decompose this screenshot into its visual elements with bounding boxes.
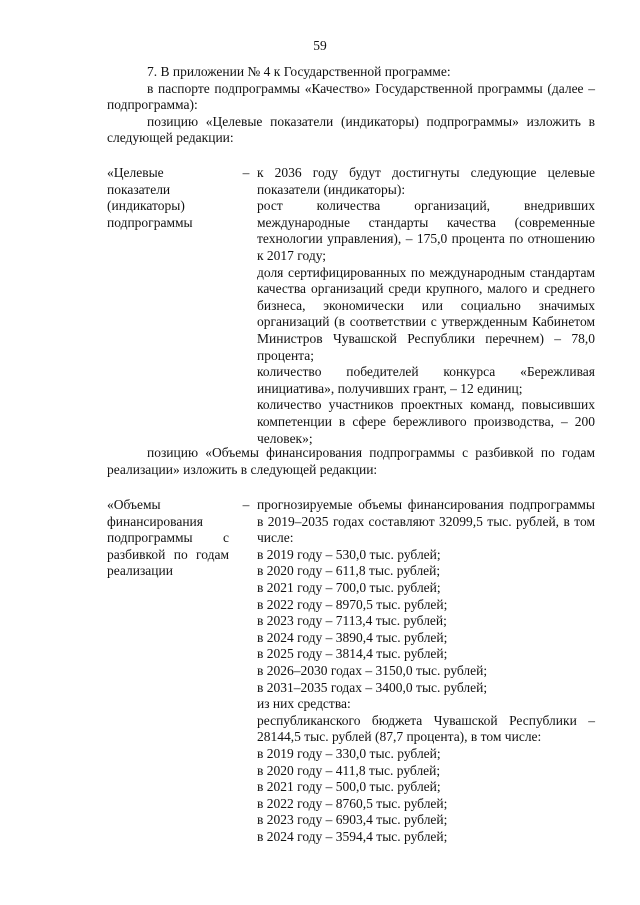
indicator-item: количество победителей конкурса «Бережливая инициатива», получивших грант, – 12 единиц; [257, 364, 595, 396]
financing-values [257, 497, 595, 845]
financing-item: в 2020 году – 611,8 тыс. рублей; [257, 563, 441, 579]
target-indicators-values [257, 165, 595, 447]
financing-item: в 2020 году – 411,8 тыс. рублей; [257, 762, 441, 778]
label-dash: – [242, 165, 250, 180]
financing-item: в 2023 году – 7113,4 тыс. рублей; [257, 613, 447, 629]
financing-item: в 2022 году – 8760,5 тыс. рублей; [257, 795, 448, 811]
financing-item: в 2024 году – 3594,4 тыс. рублей; [257, 828, 448, 844]
financing-item: в 2019 году – 330,0 тыс. рублей; [257, 745, 441, 761]
financing-item: в 2023 году – 6903,4 тыс. рублей; [257, 812, 448, 828]
intro-line-1: 7. В приложении № 4 к Государственной программе: [147, 64, 451, 79]
intro-section [107, 64, 595, 147]
indicator-item: к 2036 году будут достигнуты следующие целевые показатели (индикаторы): [257, 165, 595, 197]
financing-item: в 2021 году – 500,0 тыс. рублей; [257, 779, 441, 795]
financing-intro [107, 445, 595, 478]
label-dash: – [242, 497, 250, 512]
financing-label-col [107, 497, 229, 580]
target-indicators-label: «Целевые показатели (индикаторы) подпрограммы [107, 165, 193, 230]
financing-item: прогнозируемые объемы финансирования подпрограммы в 2019–2035 годах составляют 32099,5 тыс. рублей, в том числе: [257, 497, 595, 546]
indicator-item: доля сертифицированных по международным стандартам качества организаций среди крупного, малого и среднего бизнеса, экономически или социально значимых организаций (в соответствии с утвержденным Кабинетом Министров Чувашской Республики перечнем) – 78,0 процента; [257, 264, 595, 363]
target-indicators-label-col [107, 165, 229, 231]
financing-item: в 2019 году – 530,0 тыс. рублей; [257, 546, 441, 562]
intro-line-3: позицию «Целевые показатели (индикаторы) подпрограммы» изложить в следующей редакции: [107, 113, 595, 146]
page-number: 59 [313, 38, 327, 53]
financing-intro-text: позицию «Объемы финансирования подпрограммы с разбивкой по годам реализации» изложить в следующей редакции: [107, 445, 595, 477]
indicator-item: количество участников проектных команд, повысивших компетенции в сфере бережливого производства, – 200 человек»; [257, 397, 595, 446]
financing-item: в 2025 году – 3814,4 тыс. рублей; [257, 646, 448, 662]
financing-item: в 2026–2030 годах – 3150,0 тыс. рублей; [257, 662, 488, 678]
financing-item: из них средства: [257, 696, 351, 712]
financing-label: «Объемы финансирования подпрограммы с разбивкой по годам реализации [107, 497, 229, 579]
financing-item: в 2024 году – 3890,4 тыс. рублей; [257, 629, 448, 645]
indicator-item: рост количества организаций, внедривших международные стандарты качества (современные технологии управления), – 175,0 процента по отношению к 2017 году; [257, 198, 595, 263]
intro-line-2: в паспорте подпрограммы «Качество» Государственной программы (далее – подпрограмма): [107, 80, 595, 113]
financing-item: в 2021 году – 700,0 тыс. рублей; [257, 579, 441, 595]
financing-item: в 2031–2035 годах – 3400,0 тыс. рублей; [257, 679, 488, 695]
financing-item: в 2022 году – 8970,5 тыс. рублей; [257, 596, 448, 612]
financing-item: республиканского бюджета Чувашской Республики – 28144,5 тыс. рублей (87,7 процента), в том числе: [257, 712, 595, 745]
